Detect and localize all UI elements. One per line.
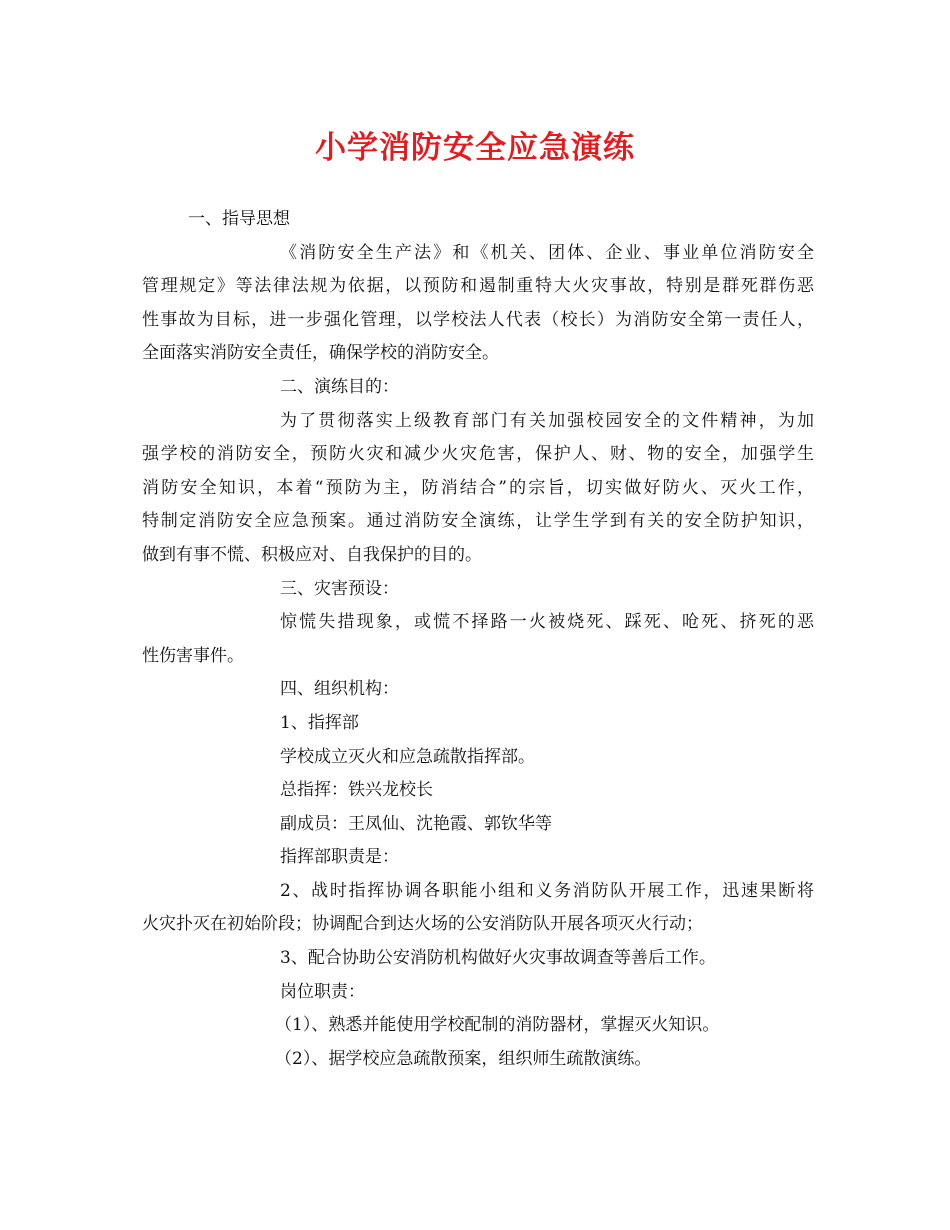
heading-guiding-ideology: 一、指导思想 xyxy=(188,209,290,229)
paragraph-line: 总指挥：铁兴龙校长 xyxy=(280,780,433,801)
list-item: （2）、据学校应急疏散预案，组织师生疏散演练。 xyxy=(275,1048,652,1069)
paragraph-line: 学校成立灭火和应急疏散指挥部。 xyxy=(280,746,535,767)
heading-organization: 四、组织机构： xyxy=(280,679,399,700)
paragraph-line: 做到有事不慌、积极应对、自我保护的目的。 xyxy=(142,544,482,565)
paragraph-line: 《消防安全生产法》和《机关、团体、企业、事业单位消防安全 xyxy=(280,242,814,263)
list-item: （1）、熟悉并能使用学校配制的消防器材，掌握灭火知识。 xyxy=(275,1015,720,1036)
paragraph-line: 消防安全知识，本着“预防为主，防消结合”的宗旨，切实做好防火、灭火工作， xyxy=(142,477,814,498)
paragraph-line: 惊慌失措现象，或慌不择路一火被烧死、踩死、呛死、挤死的恶 xyxy=(280,612,814,633)
paragraph-line: 强学校的消防安全，预防火灾和减少火灾危害，保护人、财、物的安全，加强学生 xyxy=(142,444,814,465)
paragraph-line: 性伤害事件。 xyxy=(142,645,244,666)
heading-disaster-scenario: 三、灾害预设： xyxy=(280,578,399,599)
heading-drill-purpose: 二、演练目的： xyxy=(280,376,399,397)
paragraph-line: 火灾扑灭在初始阶段；协调配合到达火场的公安消防队开展各项灭火行动； xyxy=(142,914,703,935)
document-body xyxy=(142,203,814,1076)
paragraph-line: 特制定消防安全应急预案。通过消防安全演练，让学生学到有关的安全防护知识， xyxy=(142,511,814,532)
paragraph-line: 全面落实消防安全责任，确保学校的消防安全。 xyxy=(142,343,499,364)
document-title: 小学消防安全应急演练 xyxy=(315,130,635,166)
paragraph-line: 为了贯彻落实上级教育部门有关加强校园安全的文件精神，为加 xyxy=(280,410,814,431)
paragraph-line: 岗位职责： xyxy=(280,981,365,1002)
paragraph-line: 指挥部职责是： xyxy=(280,847,399,868)
paragraph-line: 2、战时指挥协调各职能小组和义务消防队开展工作，迅速果断将 xyxy=(280,880,814,901)
paragraph-line: 性事故为目标，进一步强化管理，以学校法人代表（校长）为消防安全第一责任人， xyxy=(142,309,814,330)
paragraph-line: 3、配合协助公安消防机构做好火灾事故调查等善后工作。 xyxy=(280,948,716,969)
subheading-command: 1、指挥部 xyxy=(280,712,359,733)
paragraph-line: 副成员：王凤仙、沈艳霞、郭钦华等 xyxy=(280,813,552,834)
paragraph-line: 管理规定》等法律法规为依据，以预防和遏制重特大火灾事故，特别是群死群伤恶 xyxy=(142,276,814,297)
